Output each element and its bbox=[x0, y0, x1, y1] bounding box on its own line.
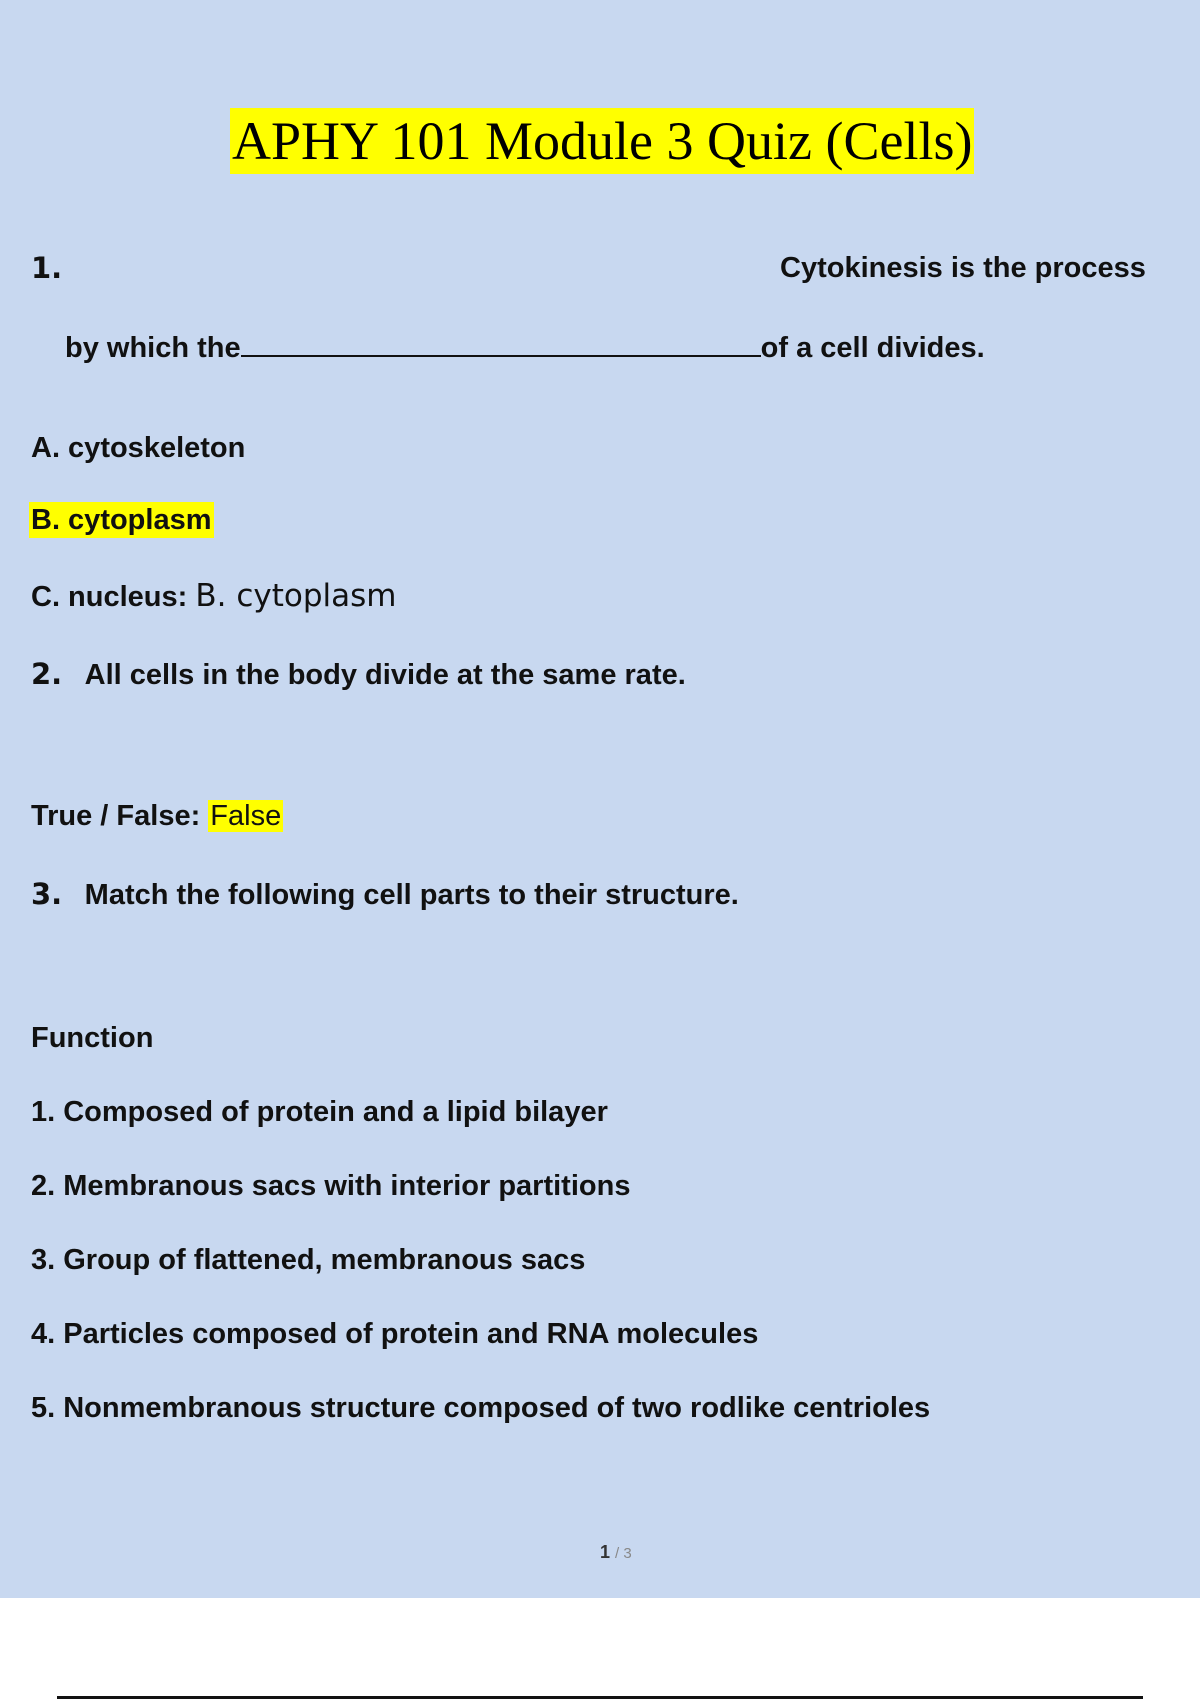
option-a: A. cytoskeleton bbox=[31, 432, 246, 464]
question-2 bbox=[31, 656, 686, 693]
question-3-number: 3. bbox=[31, 877, 63, 911]
function-item-2: 2. Membranous sacs with interior partitions bbox=[31, 1170, 631, 1202]
function-item-1: 1. Composed of protein and a lipid bilayer bbox=[31, 1096, 608, 1128]
question-1-answer: B. cytoplasm bbox=[195, 578, 397, 614]
question-1-text-before-blank: by which the bbox=[65, 332, 241, 364]
option-b-highlighted: B. cytoplasm bbox=[31, 504, 212, 536]
function-header: Function bbox=[31, 1022, 154, 1054]
page-title: APHY 101 Module 3 Quiz (Cells) bbox=[230, 108, 974, 174]
true-false-label: True / False: bbox=[31, 800, 201, 832]
option-c bbox=[31, 578, 397, 615]
question-3-text: Match the following cell parts to their structure. bbox=[84, 879, 739, 911]
fill-in-blank bbox=[241, 325, 761, 357]
question-1-number: 1. bbox=[31, 251, 63, 285]
question-2-number: 2. bbox=[31, 657, 63, 691]
question-2-text: All cells in the body divide at the same rate. bbox=[84, 659, 686, 691]
question-3 bbox=[31, 876, 739, 913]
function-item-3: 3. Group of flattened, membranous sacs bbox=[31, 1244, 586, 1276]
function-item-5: 5. Nonmembranous structure composed of two rodlike centrioles bbox=[31, 1392, 931, 1424]
question-1-text-after-blank: of a cell divides. bbox=[760, 332, 985, 364]
question-2-answer: False bbox=[210, 800, 282, 832]
total-pages: / 3 bbox=[615, 1545, 632, 1562]
function-item-4: 4. Particles composed of protein and RNA molecules bbox=[31, 1318, 759, 1350]
true-false-row bbox=[31, 798, 283, 834]
page-indicator bbox=[600, 1542, 632, 1563]
current-page: 1 bbox=[600, 1542, 611, 1562]
question-1-text-line2 bbox=[65, 325, 985, 366]
next-page-divider bbox=[57, 1696, 1143, 1699]
question-1-text-line1: Cytokinesis is the process bbox=[780, 252, 1146, 284]
option-c-label: C. nucleus: bbox=[31, 581, 188, 613]
